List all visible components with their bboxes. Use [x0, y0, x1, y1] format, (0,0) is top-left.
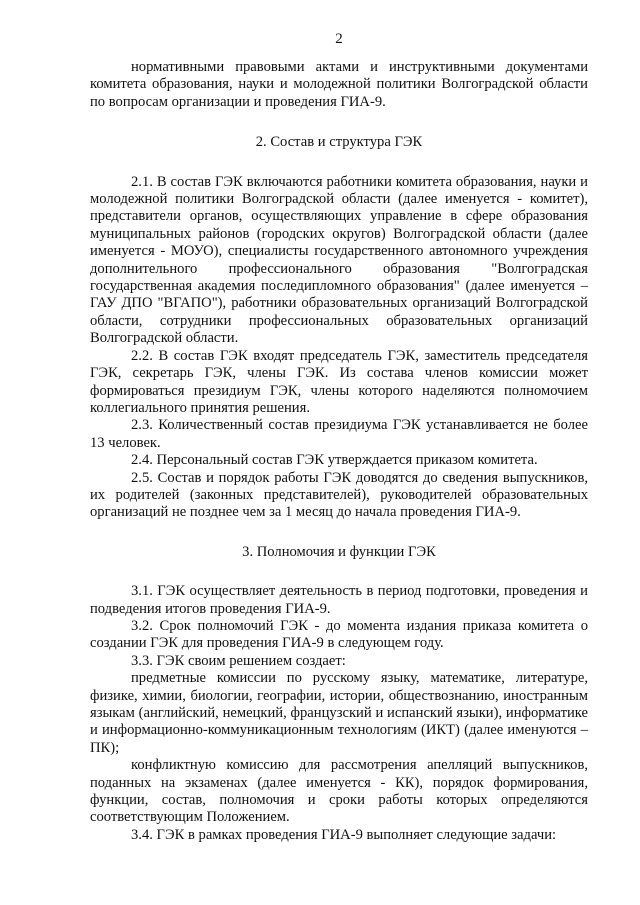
paragraph-conflict-commission: конфликтную комиссию для рассмотрения апелляций выпускников, поданных на экзаменах (далее именуется - КК), порядок формирования, функции, состав, полномочия и сроки работы которых определяются соответствующим Положением. — [90, 757, 588, 826]
paragraph-3-4: 3.4. ГЭК в рамках проведения ГИА-9 выполняет следующие задачи: — [131, 826, 557, 843]
paragraph-3-1: 3.1. ГЭК осуществляет деятельность в период подготовки, проведения и подведения итогов проведения ГИА-9. — [90, 583, 588, 617]
paragraph-subject-commissions: предметные комиссии по русскому языку, математике, литературе, физике, химии, биологии, географии, истории, обществознанию, иностранным языкам (английский, немецкий, французский и испанский языки), информатике и информационно-коммуникационным технологиям (ИКТ) (далее именуются – ПК); — [90, 670, 588, 756]
section-3-heading: 3. Полномочия и функции ГЭК — [242, 543, 436, 560]
intro-paragraph: нормативными правовыми актами и инструктивными документами комитета образования, науки и молодежной политики Волгоградской области по вопросам организации и проведения ГИА-9. — [90, 59, 588, 110]
paragraph-2-1: 2.1. В состав ГЭК включаются работники комитета образования, науки и молодежной политики Волгоградской области (далее именуется - комитет), представители органов, осуществляющих управление в сфере образования муниципальных районов (городских округов) Волгоградской области (далее именуется - МОУО), специалисты государственного автономного учреждения дополнительного профессионального образования "Волгоградская государственная академия последипломного образования" (далее именуется – ГАУ ДПО "ВГАПО"), работники образовательных организаций Волгоградской области, сотрудники профессиональных образовательных организаций Волгоградской области. — [90, 173, 588, 347]
document-page — [90, 30, 588, 844]
paragraph-2-2: 2.2. В состав ГЭК входят председатель ГЭК, заместитель председателя ГЭК, секретарь ГЭК, члены ГЭК. Из состава членов комиссии может формироваться президиум ГЭК, члены которого наделяются полномочием коллегиального принятия решения. — [90, 347, 588, 416]
paragraph-2-5: 2.5. Состав и порядок работы ГЭК доводятся до сведения выпускников, их родителей (законных представителей), руководителей образовательных организаций не позднее чем за 1 месяц до начала проведения ГИА-9. — [90, 469, 588, 521]
paragraph-2-3: 2.3. Количественный состав президиума ГЭК устанавливается не более 13 человек. — [90, 417, 588, 451]
page-number: 2 — [335, 31, 343, 47]
paragraph-3-3: 3.3. ГЭК своим решением создает: — [131, 652, 346, 669]
section-2-heading: 2. Состав и структура ГЭК — [255, 134, 423, 151]
paragraph-3-2: 3.2. Срок полномочий ГЭК - до момента издания приказа комитета о создании ГЭК для проведения ГИА-9 в следующем году. — [90, 617, 588, 652]
paragraph-2-4: 2.4. Персональный состав ГЭК утверждается приказом комитета. — [131, 452, 538, 469]
